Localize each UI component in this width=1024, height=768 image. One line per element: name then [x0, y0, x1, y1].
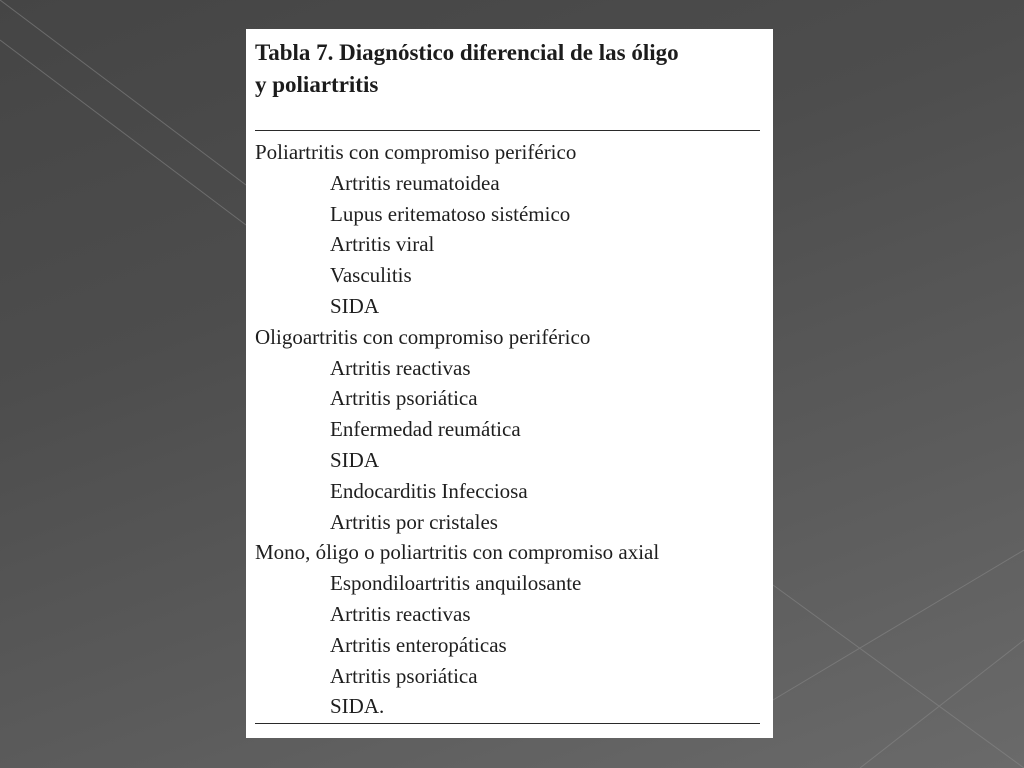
- table-subitem: SIDA: [330, 447, 380, 472]
- table-subitem: Vasculitis: [330, 263, 412, 288]
- background-line: [773, 585, 1024, 768]
- table-card: [246, 29, 773, 738]
- table-subitem: Lupus eritematoso sistémico: [330, 201, 571, 226]
- table-title-line-2: y poliartritis: [255, 72, 379, 97]
- table-subitem: Artritis viral: [330, 232, 435, 257]
- table-subitem: Artritis psoriática: [330, 386, 478, 411]
- table-title-line-1: Tabla 7. Diagnóstico diferencial de las óligo: [255, 40, 679, 65]
- table-subitem: Endocarditis Infecciosa: [330, 478, 528, 503]
- background-line: [0, 40, 246, 225]
- table-top-rule: [255, 130, 760, 131]
- table-bottom-rule: [255, 723, 760, 724]
- background-line: [773, 550, 1024, 700]
- table-subitem: SIDA.: [330, 694, 385, 719]
- table-category: Oligoartritis con compromiso periférico: [255, 324, 591, 349]
- table-subitem: Artritis reactivas: [330, 601, 471, 626]
- table-subitem: Artritis psoriática: [330, 663, 478, 688]
- table-category: Mono, óligo o poliartritis con compromiso axial: [255, 540, 660, 565]
- table-subitem: Artritis por cristales: [330, 509, 498, 534]
- table-category: Poliartritis con compromiso periférico: [255, 140, 577, 164]
- background-line: [860, 640, 1024, 768]
- table-rows: [255, 137, 761, 722]
- table-title: [255, 37, 761, 101]
- table-subitem: Artritis reumatoidea: [330, 170, 500, 195]
- table-subitem: Artritis reactivas: [330, 355, 471, 380]
- background-line: [0, 0, 246, 185]
- table-subitem: Artritis enteropáticas: [330, 632, 507, 657]
- table-subitem: Espondiloartritis anquilosante: [330, 571, 582, 596]
- table-subitem: SIDA: [330, 293, 380, 318]
- table-subitem: Enfermedad reumática: [330, 417, 521, 442]
